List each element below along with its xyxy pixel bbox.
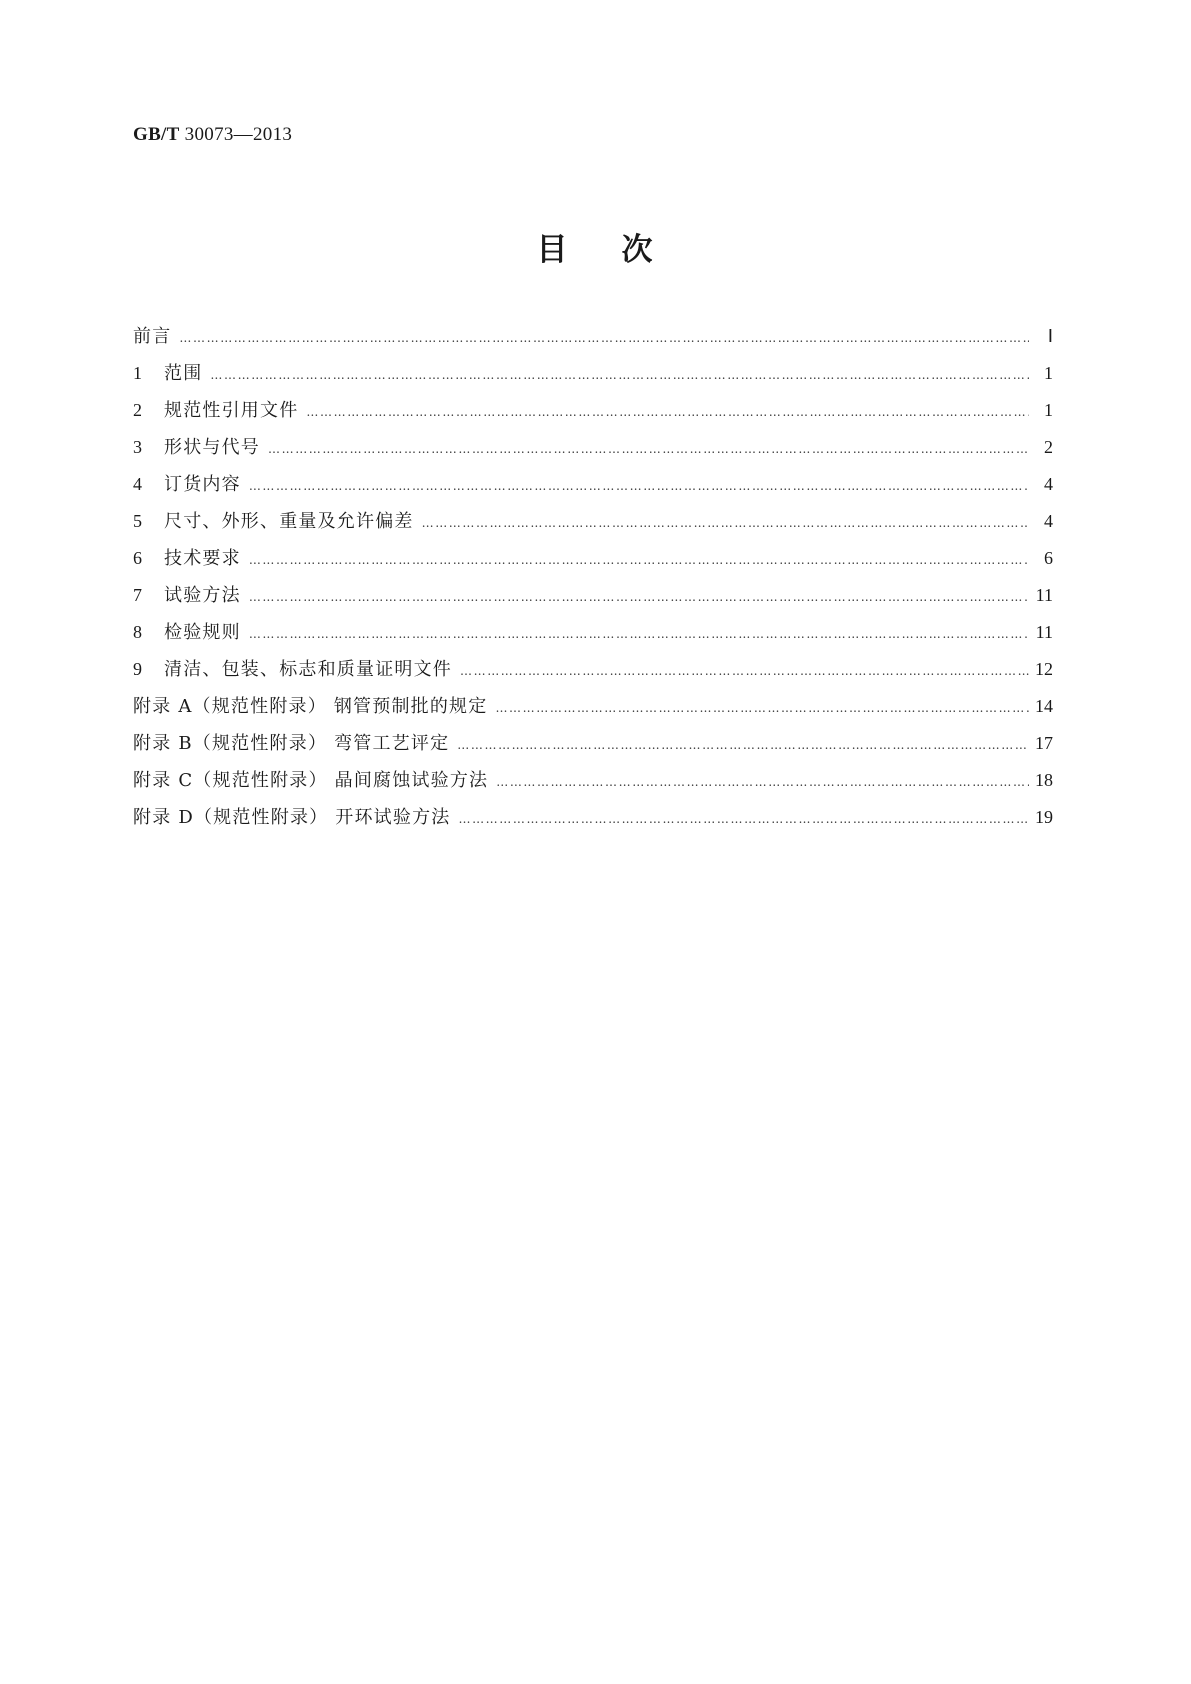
toc-number: 6 [133, 548, 142, 568]
toc-label: 尺寸、外形、重量及允许偏差 [164, 511, 414, 532]
toc-page-number: 11 [1035, 585, 1053, 605]
table-of-contents [133, 324, 1053, 842]
toc-label: 附录 B（规范性附录） 弯管工艺评定 [133, 733, 450, 754]
toc-leader-dots [422, 511, 1029, 535]
toc-label: 检验规则 [164, 622, 241, 643]
toc-leader-dots [460, 659, 1029, 683]
toc-entry-4[interactable] [133, 472, 1053, 509]
toc-label: 附录 C（规范性附录） 晶间腐蚀试验方法 [133, 770, 489, 791]
toc-label: 范围 [164, 363, 203, 384]
toc-leader-dots [496, 770, 1029, 794]
toc-number: 1 [133, 363, 142, 383]
toc-number: 8 [133, 622, 142, 642]
toc-number: 2 [133, 400, 142, 420]
toc-entry-7[interactable] [133, 583, 1053, 620]
toc-leader-dots [249, 548, 1029, 572]
toc-page-number: 2 [1044, 437, 1053, 457]
toc-leader-dots [268, 437, 1029, 461]
toc-label: 试验方法 [164, 585, 241, 606]
toc-label: 订货内容 [164, 474, 241, 495]
toc-leader-dots [210, 363, 1029, 387]
toc-page-number: 12 [1035, 659, 1053, 679]
toc-leader-dots [179, 326, 1029, 350]
toc-number: 5 [133, 511, 142, 531]
toc-entry-foreword[interactable] [133, 324, 1053, 361]
toc-page-number: 1 [1044, 400, 1053, 420]
standard-number: 30073—2013 [184, 124, 293, 145]
toc-leader-dots [458, 807, 1029, 831]
toc-leader-dots [249, 622, 1029, 646]
toc-page-number: 18 [1035, 770, 1053, 790]
title-char-1: 目 [536, 232, 570, 268]
toc-entry-3[interactable] [133, 435, 1053, 472]
toc-page-number: 1 [1044, 363, 1053, 383]
standard-prefix: GB/T [133, 124, 180, 145]
toc-label: 技术要求 [164, 548, 241, 569]
toc-page-number: 17 [1035, 733, 1053, 753]
toc-entry-2[interactable] [133, 398, 1053, 435]
toc-entry-6[interactable] [133, 546, 1053, 583]
toc-page-number: 4 [1044, 474, 1053, 494]
toc-leader-dots [495, 696, 1029, 720]
toc-leader-dots [457, 733, 1029, 757]
toc-page-number: 4 [1044, 511, 1053, 531]
toc-entry-appendix-a[interactable] [133, 694, 1053, 731]
toc-entry-8[interactable] [133, 620, 1053, 657]
toc-leader-dots [249, 585, 1029, 609]
toc-entry-1[interactable] [133, 361, 1053, 398]
toc-entry-5[interactable] [133, 509, 1053, 546]
toc-label: 清洁、包装、标志和质量证明文件 [164, 659, 452, 680]
toc-page-number: 6 [1044, 548, 1053, 568]
title-char-2: 次 [621, 232, 655, 268]
toc-entry-appendix-d[interactable] [133, 805, 1053, 842]
toc-number: 3 [133, 437, 142, 457]
toc-number: 7 [133, 585, 142, 605]
toc-leader-dots [249, 474, 1029, 498]
toc-number: 9 [133, 659, 142, 679]
toc-entry-9[interactable] [133, 657, 1053, 694]
toc-label: 附录 D（规范性附录） 开环试验方法 [133, 807, 451, 828]
toc-number: 4 [133, 474, 142, 494]
toc-page-number: 14 [1035, 696, 1053, 716]
toc-label: 形状与代号 [164, 437, 260, 458]
toc-label: 前言 [133, 326, 172, 347]
toc-label: 规范性引用文件 [164, 400, 299, 421]
toc-page-number: 19 [1035, 807, 1053, 827]
toc-page-number: Ⅰ [1047, 326, 1053, 346]
page-title [0, 224, 1191, 269]
standard-code [133, 124, 292, 146]
toc-entry-appendix-c[interactable] [133, 768, 1053, 805]
toc-leader-dots [306, 400, 1029, 424]
toc-entry-appendix-b[interactable] [133, 731, 1053, 768]
toc-label: 附录 A（规范性附录） 钢管预制批的规定 [133, 696, 488, 717]
toc-page-number: 11 [1035, 622, 1053, 642]
